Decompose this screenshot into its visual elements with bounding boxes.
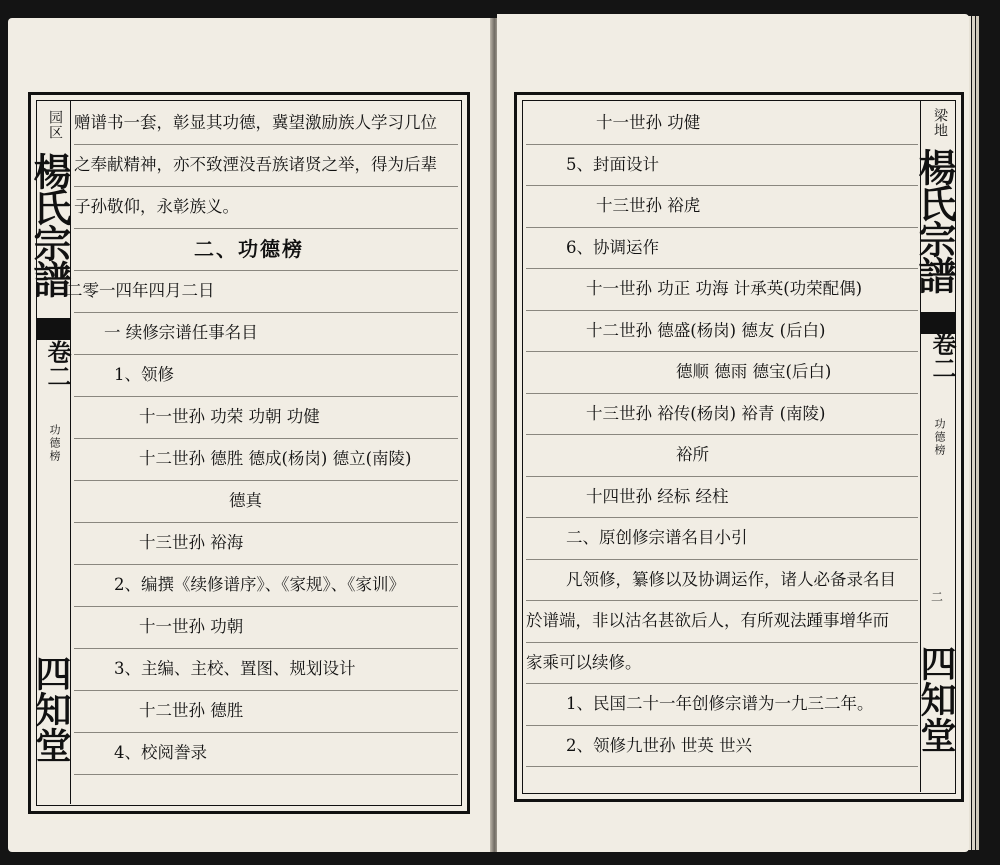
- left-text-line: [74, 564, 458, 607]
- left-text-line: [74, 606, 458, 649]
- right-text-line-content: 二、原创修宗谱名目小引: [566, 528, 748, 547]
- left-text-line: [74, 438, 458, 481]
- right-text-line: [526, 559, 918, 602]
- left-text-line-content: 一 续修宗谱任事名目: [104, 323, 258, 342]
- right-text-line: [526, 517, 918, 560]
- left-text-line-content: 二、功德榜: [194, 237, 304, 261]
- left-text-line-content: 德真: [229, 491, 262, 510]
- right-text-line-content: 6、协调运作: [566, 237, 659, 257]
- left-text-line: [74, 480, 458, 523]
- right-text-line-content: 裕所: [676, 445, 709, 464]
- left-text-line-content: 2、编撰《续修谱序》、《家规》、《家训》: [114, 575, 405, 594]
- right-text-line: [526, 683, 918, 726]
- right-text-line: [526, 725, 918, 768]
- right-text-line-content: 2、领修九世孙 世英 世兴: [566, 735, 752, 755]
- left-text-line: [74, 648, 458, 691]
- left-margin-section: 功德榜: [48, 424, 61, 463]
- left-margin-column: [27, 100, 72, 804]
- right-text-line: [526, 476, 918, 519]
- right-text-line: [526, 600, 918, 643]
- right-text-line-content: 5、封面设计: [566, 154, 659, 174]
- left-text-line: [74, 396, 458, 439]
- right-margin-hall: 四知堂: [915, 645, 957, 753]
- right-page-number: 二: [931, 590, 944, 604]
- right-text-line-content: 十四世孙 经标 经柱: [586, 486, 729, 506]
- right-text-line-content: 十一世孙 功健: [596, 113, 701, 132]
- left-margin-volume: 卷二: [43, 340, 72, 388]
- left-text-line: [74, 144, 458, 187]
- left-text-line-content: 赠谱书一套，彰显其功德，冀望激励族人学习几位: [74, 113, 437, 132]
- right-text-line: [526, 310, 918, 353]
- left-text-line: [74, 228, 458, 271]
- right-page: [497, 14, 969, 852]
- left-text-line: [74, 732, 458, 775]
- right-text-line-content: 十二世孙 德盛(杨岗) 德友 (后白): [586, 320, 826, 340]
- right-text-line-content: 德顺 德雨 德宝(后白): [676, 362, 832, 381]
- right-text-line: [526, 351, 918, 394]
- right-text-area: [526, 102, 918, 790]
- left-text-line-content: 3、主编、主校、置图、规划设计: [114, 659, 356, 678]
- right-text-line-content: 家乘可以续修。: [526, 652, 642, 672]
- left-text-line: [74, 102, 458, 145]
- left-margin-hall: 四知堂: [30, 655, 72, 763]
- right-text-line: [526, 268, 918, 311]
- left-text-line: [66, 270, 458, 313]
- left-text-area: [66, 102, 458, 802]
- right-text-line: [526, 393, 918, 436]
- left-text-line: [74, 690, 458, 733]
- left-text-line-content: 之奉献精神，亦不致湮没吾族诸贤之举，得为后辈: [74, 155, 437, 174]
- right-text-line: [526, 434, 918, 477]
- left-text-line-content: 十一世孙 功朝: [139, 617, 244, 636]
- right-text-line-content: 十三世孙 裕虎: [596, 196, 701, 215]
- left-text-line-content: 1、领修: [114, 365, 174, 384]
- left-page: [8, 18, 492, 852]
- right-margin-column: [912, 100, 957, 792]
- left-text-line-content: 十二世孙 德胜: [139, 701, 244, 720]
- left-text-line-content: 二零一四年四月二日: [66, 281, 215, 300]
- right-text-line-content: 凡领修，纂修以及协调运作，诸人必备录名目: [566, 569, 896, 589]
- left-text-line-content: 4、校阅誊录: [114, 743, 207, 762]
- right-margin-volume: 卷二: [928, 332, 957, 380]
- right-text-line-content: 1、民国二十一年创修宗谱为一九三二年。: [566, 694, 874, 713]
- left-margin-place: 园区: [47, 110, 63, 140]
- left-text-line: [74, 522, 458, 565]
- left-text-line-content: 十三世孙 裕海: [139, 533, 244, 552]
- right-margin-place: 梁地: [932, 108, 948, 138]
- right-margin-title: 楊氏宗譜: [912, 148, 957, 292]
- left-text-line: [74, 354, 458, 397]
- right-text-line-content: 於谱端，非以沽名甚欲后人，有所观法踵事增华而: [526, 611, 889, 630]
- left-text-line-content: 十一世孙 功荣 功朝 功健: [139, 407, 320, 426]
- left-text-line-content: 子孙敬仰，永彰族义。: [74, 197, 239, 216]
- right-text-line-content: 十三世孙 裕传(杨岗) 裕青 (南陵): [586, 403, 826, 423]
- right-text-line: [526, 102, 918, 145]
- left-text-line: [74, 186, 458, 229]
- left-text-line: [74, 312, 458, 355]
- left-margin-title: 楊氏宗譜: [27, 152, 72, 296]
- left-margin-band: [36, 318, 70, 340]
- left-text-line-content: 十二世孙 德胜 德成(杨岗) 德立(南陵): [139, 449, 412, 468]
- right-margin-band: [921, 312, 955, 334]
- right-text-line: [526, 144, 918, 187]
- right-margin-section: 功德榜: [933, 418, 946, 457]
- right-text-line-content: 十一世孙 功正 功海 计承英(功荣配偶): [586, 279, 863, 298]
- right-text-line: [526, 642, 918, 685]
- right-text-line: [526, 227, 918, 270]
- right-text-line: [526, 185, 918, 228]
